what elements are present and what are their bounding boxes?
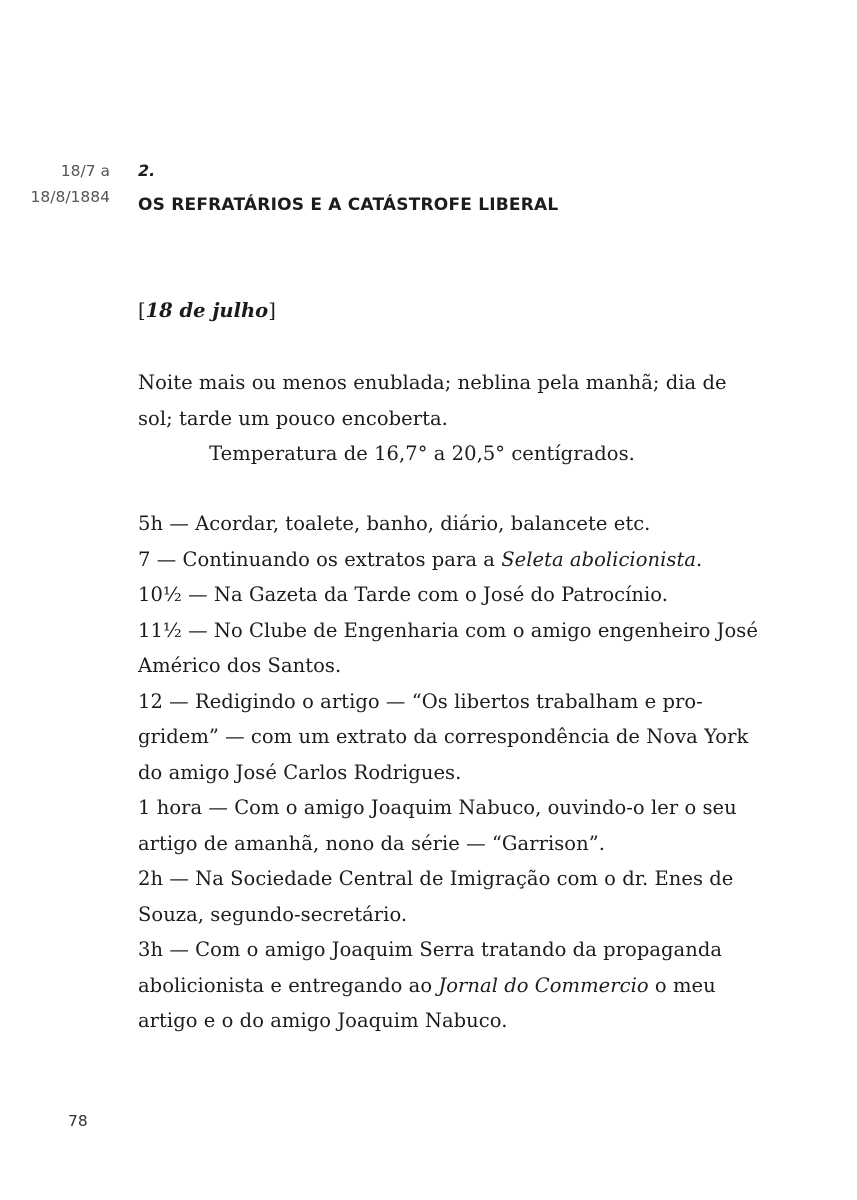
schedule-line: 5h — Acordar, toalete, banho, diário, balancete etc. <box>138 512 651 535</box>
schedule-line: do amigo José Carlos Rodrigues. <box>138 760 462 784</box>
schedule-line: Souza, segundo-secretário. <box>138 902 408 926</box>
margin-date-start: 18/7 a <box>60 162 110 180</box>
schedule-line: 2h — Na Sociedade Central de Imigração com o dr. Enes de <box>138 867 734 890</box>
schedule-line: 3h — Com o amigo Joaquim Serra tratando da propaganda <box>138 938 723 961</box>
schedule-text: abolicionista e entregando ao <box>138 973 439 997</box>
schedule-line: 1 hora — Com o amigo Joaquim Nabuco, ouvindo-o ler o seu <box>138 796 737 819</box>
chapter-title: OS REFRATÁRIOS E A CATÁSTROFE LIBERAL <box>138 195 559 215</box>
schedule-text: 7 — Continuando os extratos para a <box>138 547 502 571</box>
section-date-heading <box>138 296 276 326</box>
daily-schedule <box>138 506 758 1039</box>
schedule-text: o meu <box>648 973 716 997</box>
schedule-line: 12 — Redigindo o artigo — “Os libertos trabalham e pro- <box>138 689 703 713</box>
temperature-line: Temperatura de 16,7° a 20,5° centígrados. <box>209 442 635 465</box>
section-date: 18 de julho <box>145 299 269 322</box>
weather-line: sol; tarde um pouco encoberta. <box>138 406 448 430</box>
close-bracket: ] <box>268 299 276 322</box>
schedule-text: . <box>696 547 703 571</box>
schedule-line: artigo e o do amigo Joaquim Nabuco. <box>138 1009 508 1032</box>
schedule-line <box>138 542 738 578</box>
schedule-line <box>138 968 738 1004</box>
chapter-number: 2. <box>138 161 156 180</box>
page-number: 78 <box>68 1112 88 1130</box>
schedule-line: 10½ — Na Gazeta da Tarde com o José do Patrocínio. <box>138 583 668 606</box>
weather-line: Noite mais ou menos enublada; neblina pela manhã; dia de <box>138 371 727 394</box>
schedule-line: Américo dos Santos. <box>138 654 342 677</box>
open-bracket: [ <box>138 299 146 322</box>
weather-paragraph <box>138 365 738 472</box>
schedule-line: artigo de amanhã, nono da série — “Garrison”. <box>138 831 605 855</box>
margin-date-range <box>0 158 110 210</box>
newspaper-title: Jornal do Commercio <box>438 973 649 997</box>
book-title: Seleta abolicionista <box>501 547 697 571</box>
schedule-line: 11½ — No Clube de Engenharia com o amigo engenheiro José <box>138 618 758 642</box>
schedule-line: gridem” — com um extrato da correspondência de Nova York <box>138 725 749 748</box>
margin-date-end: 18/8/1884 <box>30 188 110 206</box>
